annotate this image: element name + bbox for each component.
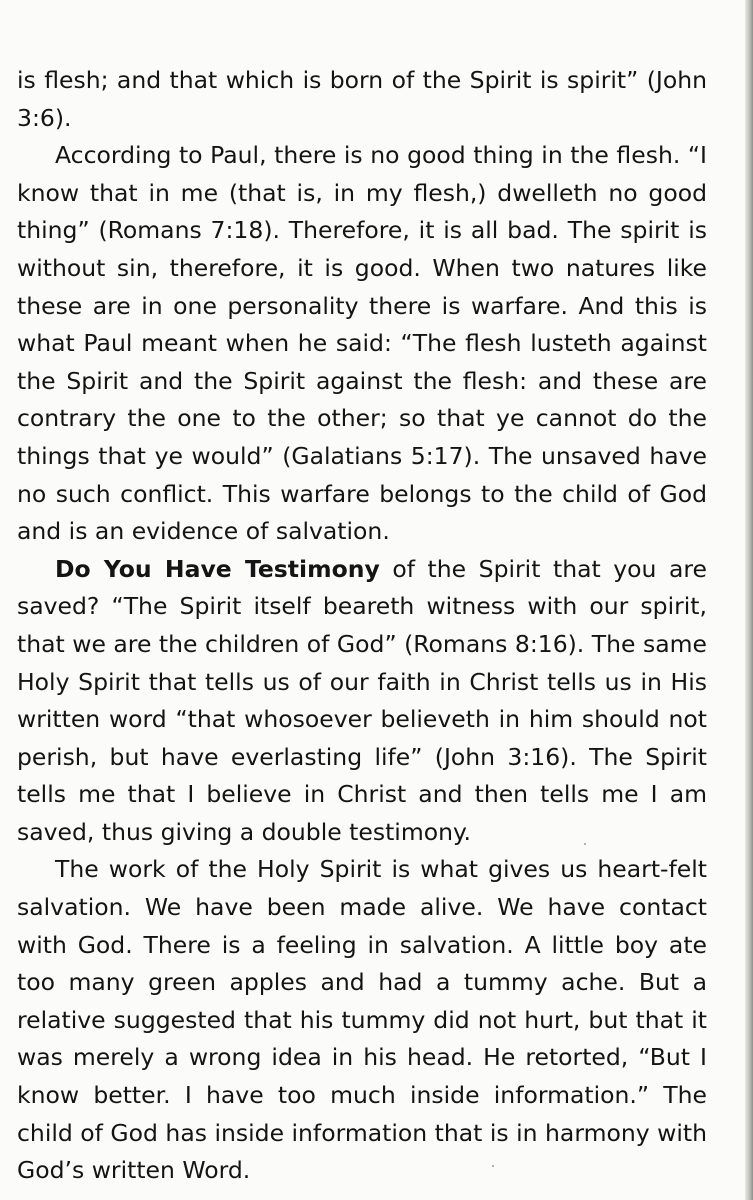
scan-speck xyxy=(492,1165,494,1167)
paragraph xyxy=(17,62,707,137)
scan-speck xyxy=(584,843,586,845)
paragraph-text: is flesh; and that which is born of the Spirit is spirit” (John 3:6). xyxy=(17,66,707,132)
paragraph-text: According to Paul, there is no good thing in the flesh. “I know that in me (that is, in my flesh,) dwelleth no good thing” (Romans 7:18). Therefore, it is all bad. The spirit is without sin, therefore, it is good. When two natures like these are in one personality there is warfare. And this is what Paul meant when he said: “The flesh lusteth against the Spirit and the Spirit against the flesh: and these are contrary the one to the other; so that ye cannot do the things that ye would” (Galatians 5:17). The unsaved have no such conflict. This warfare belongs to the child of God and is an evidence of salvation. xyxy=(17,141,707,546)
paragraph xyxy=(17,137,707,551)
paragraph-text: The work of the Holy Spirit is what gives us heart-felt salvation. We have been made alive. We have contact with God. There is a feeling in salvation. A little boy ate too many green apples and had a tummy ache. But a relative suggested that his tummy did not hurt, but that it was merely a wrong idea in his head. He retorted, “But I know better. I have too much inside information.” The child of God has inside information that is in harmony with God’s written Word. xyxy=(17,855,707,1185)
page-edge-shadow xyxy=(745,0,753,1200)
paragraph xyxy=(17,851,707,1189)
paragraph-text: of the Spirit that you are saved? “The Spirit itself beareth witness with our spirit, that we are the children of God” (Romans 8:16). The same Holy Spirit that tells us of our faith in Christ tells us in His written word “that whosoever believeth in him should not perish, but have everlasting life” (John 3:16). The Spirit tells me that I believe in Christ and then tells me I am saved, thus giving a double testimony. xyxy=(17,554,707,846)
body-text xyxy=(17,62,707,1190)
bold-lead-in: Do You Have Testimony xyxy=(55,554,380,583)
paragraph xyxy=(17,551,707,852)
